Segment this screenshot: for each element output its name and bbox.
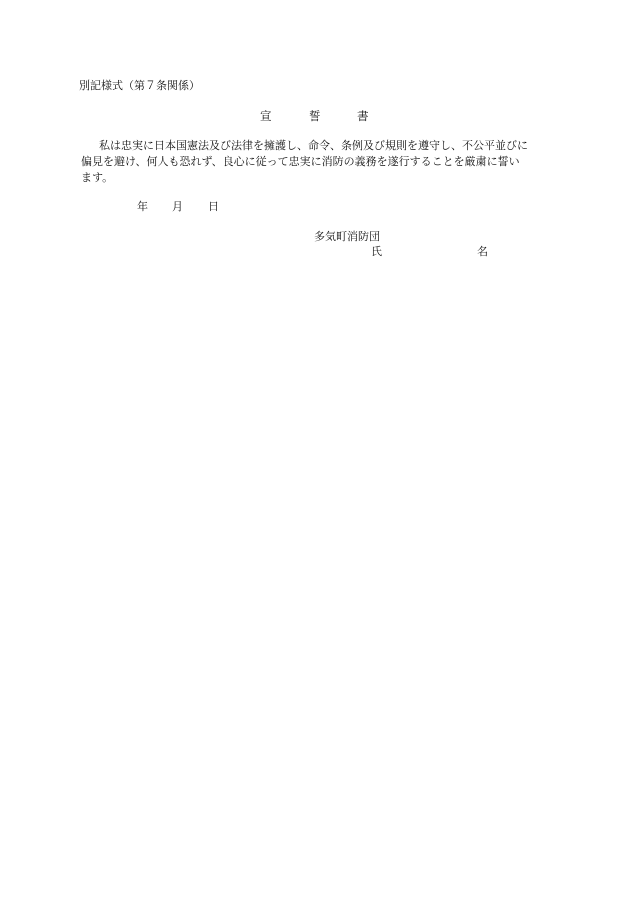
title-char-2: 誓 [309, 109, 321, 123]
title-char-1: 宣 [260, 109, 272, 123]
form-label: 別記様式（第７条関係） [79, 79, 200, 92]
oath-line-2: 偏見を避け、何人も恐れず、良心に従って忠実に消防の義務を遂行することを厳粛に誓い [81, 155, 520, 168]
oath-line-3: ます。 [81, 171, 114, 184]
organization-name: 多気町消防団 [314, 230, 380, 243]
date-year-label: 年 [137, 200, 148, 213]
givenname-label: 名 [477, 245, 488, 258]
oath-body [81, 138, 557, 186]
date-month-label: 月 [172, 200, 183, 213]
surname-label: 氏 [371, 245, 382, 258]
date-day-label: 日 [208, 200, 219, 213]
title-char-3: 書 [357, 109, 369, 123]
oath-line-1: 私は忠実に日本国憲法及び法律を擁護し、命令、条例及び規則を遵守し、不公平並びに [99, 139, 528, 152]
